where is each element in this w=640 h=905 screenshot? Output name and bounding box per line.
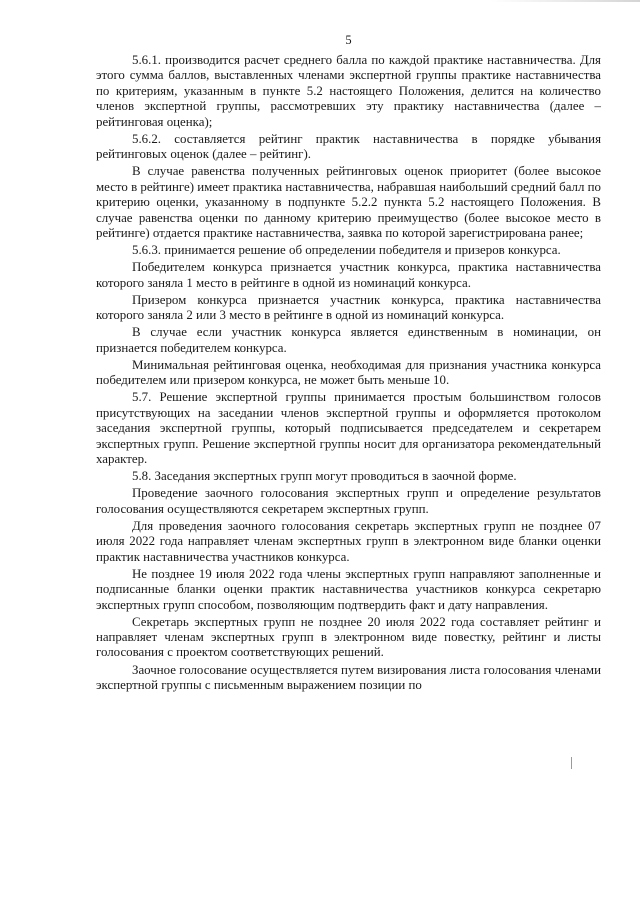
- paragraph-5-8: 5.8. Заседания экспертных групп могут проводиться в заочной форме.: [132, 469, 517, 484]
- page-number: 5: [345, 33, 352, 47]
- paragraph-5-6-1: 5.6.1. производится расчет среднего балла по каждой практике наставничества. Для этого сумма баллов, выставленных членами экспертной группы практике наставничества по критериям, указанным в пункте 5.2 настоящего Положения, делится на количество членов экспертной группы, рассмотревших эту практику наставничества (далее – рейтинговая оценка);: [96, 53, 601, 129]
- paragraph-remote-voting-procedure: Заочное голосование осуществляется путем визирования листа голосования членами экспертной группы с письменным выражением позиции по: [96, 662, 601, 692]
- paragraph-forms-sent: Для проведения заочного голосования секретарь экспертных групп не позднее 07 июля 2022 года направляет членам экспертных групп в электронном виде бланки оценки практик наставничества участников конкурса.: [96, 518, 601, 564]
- paragraph-5-7: 5.7. Решение экспертной группы принимается простым большинством голосов присутствующих на заседании членов экспертной группы и оформляется протоколом заседания экспертной группы, который подписывается председателем и секретарем экспертных групп. Решение экспертной группы носит для организатора рекомендательный характер.: [96, 390, 601, 467]
- paragraph-minimum-rating: Минимальная рейтинговая оценка, необходимая для признания участника конкурса победителем или призером конкурса, не может быть меньше 10.: [96, 357, 601, 388]
- paragraph-forms-returned: Не позднее 19 июля 2022 года члены экспертных групп направляют заполненные и подписанные бланки оценки практик наставничества участников конкурса секретарю экспертных групп способом, позволяющим подтвердить факт и дату направления.: [96, 566, 601, 612]
- paragraph-remote-voting: Проведение заочного голосования экспертных групп и определение результатов голосования осуществляются секретарем экспертных групп.: [96, 486, 601, 516]
- paragraph-secretary-rating: Секретарь экспертных групп не позднее 20 июля 2022 года составляет рейтинг и направляет членам экспертных групп в электронном виде повестку, рейтинг и листы голосования с проектом соответствующих решений.: [96, 614, 601, 660]
- paragraph-prize-winner: Призером конкурса признается участник конкурса, практика наставничества которого заняла 2 или 3 место в рейтинге в одной из номинаций конкурса.: [96, 292, 601, 323]
- paragraph-rating-tie: В случае равенства полученных рейтинговых оценок приоритет (более высокое место в рейтинге) имеет практика наставничества, набравшая наибольший средний балл по критерию оценки, указанному в подпункте 5.2.2 пункта 5.2 настоящего Положения. В случае равенства оценки по данному критерию преимущество (более высокое место в рейтинге) отдается практике наставничества, заявка по которой зарегистрирована ранее;: [96, 164, 601, 241]
- paragraph-5-6-3: 5.6.3. принимается решение об определении победителя и призеров конкурса.: [132, 243, 561, 258]
- paragraph-single-participant: В случае если участник конкурса является единственным в номинации, он признается победителем конкурса.: [96, 325, 601, 355]
- document-page: [96, 0, 601, 905]
- document-body: [96, 53, 601, 695]
- scan-artifact-mark: [571, 757, 572, 769]
- paragraph-winner: Победителем конкурса признается участник конкурса, практика наставничества которого заняла 1 место в рейтинге в одной из номинаций конкурса.: [96, 260, 601, 290]
- paragraph-5-6-2: 5.6.2. составляется рейтинг практик наставничества в порядке убывания рейтинговых оценок (далее – рейтинг).: [96, 131, 601, 162]
